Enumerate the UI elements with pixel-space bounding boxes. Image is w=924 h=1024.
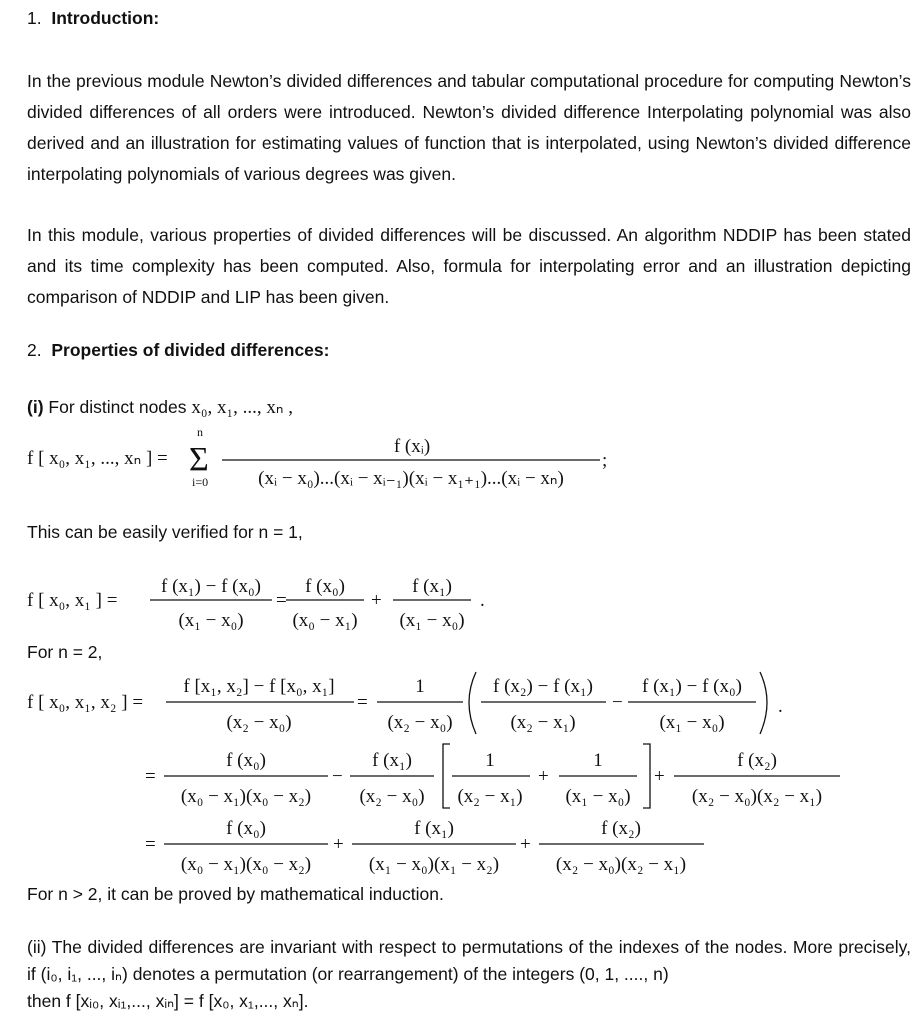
n2-lhs: f [ x₀, x₁, x₂ ] =: [27, 692, 144, 713]
l3-term2-numerator: f (x₁): [414, 818, 454, 839]
l2-term1-numerator: f (x₀): [226, 750, 266, 771]
sum-formula-end: ;: [602, 450, 608, 471]
n2-a-denominator: (x₂ − x₁): [510, 712, 576, 733]
l2-term1-denominator: (x₀ − x₁)(x₀ − x₂): [180, 786, 312, 807]
n2-b-numerator: f (x₁) − f (x₀): [642, 676, 742, 697]
section-title: Introduction:: [51, 8, 160, 28]
sigma-symbol: Σ: [189, 441, 209, 478]
minus-sign: −: [332, 766, 343, 787]
plus-sign: +: [538, 766, 549, 787]
plus-sign: +: [520, 834, 531, 855]
sum-bottom-limit: i=0: [192, 475, 209, 489]
n2-label: For n = 2,: [27, 642, 103, 662]
l2-term3-denominator: (x₂ − x₀)(x₂ − x₁): [691, 786, 823, 807]
n2-numerator: f [x₁, x₂] − f [x₀, x₁]: [183, 676, 335, 697]
l2-bracket2-denominator: (x₁ − x₀): [565, 786, 631, 807]
section-number: 1.: [27, 8, 42, 28]
equals-sign: =: [145, 834, 156, 855]
equals-sign: =: [357, 692, 368, 713]
l3-term3-numerator: f (x₂): [601, 818, 641, 839]
l3-term2-denominator: (x₁ − x₀)(x₁ − x₂): [368, 854, 500, 875]
n1-term2-denominator: (x₁ − x₀): [399, 610, 465, 631]
n1-term1-denominator: (x₀ − x₁): [292, 610, 358, 631]
equals-sign: =: [276, 590, 287, 611]
sum-formula-denominator: (xᵢ − x₀)...(xᵢ − xᵢ₋₁)(xᵢ − x₁₊₁)...(xᵢ − xₙ): [258, 468, 564, 489]
n1-term1-numerator: f (x₀): [305, 576, 345, 597]
n1-numerator: f (x₁) − f (x₀): [161, 576, 261, 597]
right-paren: [760, 672, 767, 734]
left-bracket: [443, 744, 450, 808]
intro-paragraph-1: In the previous module Newton’s divided differences and tabular computational procedure for computing Newton’s divided differences of all orders were introduced. Newton’s divided difference Interpolating polynomial was also derived and an illustration for estimating values of function that is interpolated, using Newton’s divided difference interpolating polynomials of various degrees was given.: [27, 71, 911, 184]
property-ii-text: (ii) The divided differences are invariant with respect to permutations of the indexes of the nodes. More precisely, if (i₀, i₁, ..., iₙ) denotes a permutation (or rearrangement) of the integers (0, 1, ...., n): [27, 937, 911, 984]
bracket-one: 1: [593, 750, 603, 771]
plus-sign: +: [333, 834, 344, 855]
n1-term2-numerator: f (x₁): [412, 576, 452, 597]
l3-term3-denominator: (x₂ − x₀)(x₂ − x₁): [555, 854, 687, 875]
section-heading-properties: [27, 340, 329, 361]
l2-term2-denominator: (x₂ − x₀): [359, 786, 425, 807]
plus-sign: +: [654, 766, 665, 787]
bracket-one: 1: [485, 750, 495, 771]
minus-sign: −: [612, 692, 623, 713]
left-paren: [469, 672, 476, 734]
property-i-label: (i): [27, 397, 44, 417]
property-i-intro: [27, 396, 293, 419]
property-i-nodes: x₀, x₁, ..., xₙ ,: [191, 397, 293, 418]
property-i-text: For distinct nodes: [48, 397, 187, 417]
l2-term3-numerator: f (x₂): [737, 750, 777, 771]
section-title: Properties of divided differences:: [51, 340, 330, 360]
property-ii-paragraph: [27, 934, 911, 1015]
n1-formula: [0, 568, 924, 640]
section-heading-introduction: [27, 8, 159, 29]
n2-a-numerator: f (x₂) − f (x₁): [493, 676, 593, 697]
period: .: [778, 696, 783, 717]
n1-denominator: (x₁ − x₀): [178, 610, 244, 631]
n1-lhs: f [ x₀, x₁ ] =: [27, 590, 118, 611]
n2-b-denominator: (x₁ − x₀): [659, 712, 725, 733]
sum-top-limit: n: [197, 425, 203, 439]
intro-paragraph-2: In this module, various properties of divided differences will be discussed. An algorithm NDDIP has been stated and its time complexity has been computed. Also, formula for interpolating error and an illustration depicting comparison of NDDIP and LIP has been given.: [27, 225, 911, 307]
equals-sign: =: [145, 766, 156, 787]
sum-formula: [0, 420, 924, 500]
induction-text: For n > 2, it can be proved by mathematical induction.: [27, 884, 444, 904]
n2-one: 1: [415, 676, 425, 697]
period: .: [480, 590, 485, 611]
sum-formula-numerator: f (xᵢ): [393, 436, 431, 457]
verify-text: This can be easily verified for n = 1,: [27, 522, 303, 542]
n2-one-denominator: (x₂ − x₀): [387, 712, 453, 733]
plus-sign: +: [371, 590, 382, 611]
property-ii-formula: then f [xᵢ₀, xᵢ₁,..., xᵢₙ] = f [x₀, x₁,..., xₙ].: [27, 991, 309, 1011]
section-number: 2.: [27, 340, 42, 360]
l2-term2-numerator: f (x₁): [372, 750, 412, 771]
sum-formula-lhs: f [ x₀, x₁, ..., xₙ ] =: [27, 448, 168, 469]
l3-term1-numerator: f (x₀): [226, 818, 266, 839]
n2-denominator: (x₂ − x₀): [226, 712, 292, 733]
l3-term1-denominator: (x₀ − x₁)(x₀ − x₂): [180, 854, 312, 875]
right-bracket: [643, 744, 650, 808]
n2-formula: [0, 668, 924, 883]
l2-bracket1-denominator: (x₂ − x₁): [457, 786, 523, 807]
